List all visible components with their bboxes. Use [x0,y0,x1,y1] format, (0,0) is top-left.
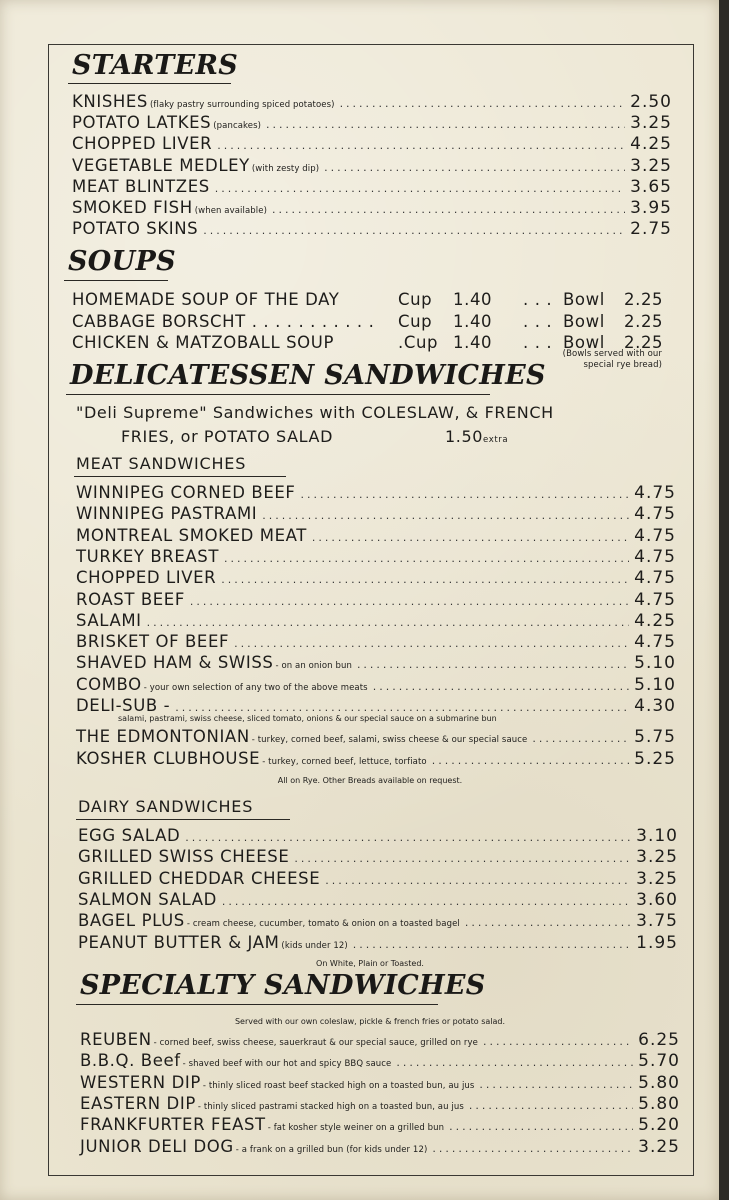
specialty-heading: SPECIALTY SANDWICHES [80,970,486,1001]
meat-item [76,547,676,568]
item-price: 6.25 [638,1030,680,1050]
item-note: - thinly sliced roast beef stacked high on a toasted bun, au jus [202,1080,475,1091]
dairy-item [78,847,678,868]
item-name: GRILLED CHEDDAR CHEESE [78,868,321,888]
dot-leader [294,852,631,865]
dot-leader [266,118,625,131]
soups-bowl-note-2: special rye bread) [583,360,662,370]
item-name: EASTERN DIP [80,1093,196,1113]
item-price: 5.80 [638,1072,680,1093]
dot-leader [432,754,629,767]
soup-separator: . . . [523,333,553,352]
soup-bowl-label: Bowl [563,290,605,309]
item-note: (kids under 12) [281,940,348,951]
dot-leader [340,97,626,110]
meat-item [76,483,676,504]
item-price: 1.95 [636,932,678,953]
item-note: (flaky pastry surrounding spiced potatoes) [150,100,335,110]
item-price: 3.95 [630,198,672,218]
item-note: (pancakes) [213,121,262,132]
item-price: 5.70 [638,1051,680,1072]
dairy-item [78,933,678,954]
item-price: 5.75 [634,727,676,747]
deli-intro-price [445,427,508,446]
item-price: 3.25 [630,113,672,134]
deli-sub-description: salami, pastrami, swiss cheese, sliced tomato, onions & our special sauce on a submarine bun [118,714,497,723]
item-price: 3.60 [636,889,678,910]
item-name: REUBEN [80,1030,152,1049]
deli-heading: DELICATESSEN SANDWICHES [70,360,546,391]
item-note: - turkey, corned beef, salami, swiss cheese & our special sauce [251,735,528,745]
item-name: KOSHER CLUBHOUSE [76,749,261,768]
item-name: THE EDMONTONIAN [76,727,250,746]
soup-cup-price: 1.40 [453,333,493,352]
item-name: EGG SALAD [78,826,181,845]
dot-leader [215,182,625,195]
soup-name: CHICKEN & MATZOBALL SOUP [72,333,334,352]
item-price: 2.75 [630,219,672,240]
soup-item [0,290,719,311]
item-price: 4.75 [634,632,676,653]
dot-leader [357,658,629,671]
item-price: 4.75 [634,568,676,589]
dairy-item [78,911,678,932]
item-name: BAGEL PLUS [78,911,185,931]
meat-item [76,590,676,611]
item-name: GRILLED SWISS CHEESE [78,847,290,867]
item-name: CHOPPED LIVER [76,568,217,588]
item-note: - on an onion bun [275,661,352,672]
soup-cup-label: Cup [398,290,433,309]
dairy-footer-note: On White, Plain or Toasted. [316,959,424,968]
item-name: SALAMI [76,610,142,630]
item-price: 4.25 [634,610,676,631]
item-price: 4.75 [634,504,676,525]
meat-footer-note: All on Rye. Other Breads available on request. [277,776,463,785]
dot-leader [262,509,629,522]
soup-bowl-price: 2.25 [624,333,664,352]
item-price: 5.80 [638,1093,680,1114]
dairy-item [78,890,678,911]
starter-item [72,219,672,240]
item-price: 3.25 [638,1136,680,1157]
specialty-item [80,1030,680,1051]
item-price: 4.25 [630,134,672,155]
starters-rule [68,83,231,84]
item-name: TURKEY BREAST [76,546,220,566]
dot-leader [222,895,631,908]
item-name: WESTERN DIP [80,1072,201,1092]
meat-heading: MEAT SANDWICHES [76,454,247,473]
dot-leader [147,616,630,629]
item-price: 3.65 [630,176,672,197]
dot-leader [324,161,625,174]
soup-bowl-price: 2.25 [624,290,664,309]
item-name: KNISHES [72,92,149,111]
deli-intro-extra: extra [483,435,509,445]
item-note: - corned beef, swiss cheese, sauerkraut & our special sauce, grilled on rye [153,1038,478,1048]
item-name: COMBO [76,674,142,694]
meat-item [76,653,676,674]
item-price: 5.10 [634,653,676,674]
specialty-item [80,1051,680,1072]
soup-separator: . . . [523,290,553,309]
item-price: 5.10 [634,674,676,695]
dairy-item [78,826,678,847]
dot-leader [353,938,631,951]
dairy-heading: DAIRY SANDWICHES [78,797,254,816]
soup-cup-price: 1.40 [453,290,493,309]
soup-name: HOMEMADE SOUP OF THE DAY [72,290,340,309]
meat-item [76,611,676,632]
item-price: 3.75 [636,911,678,932]
dot-leader [396,1056,633,1069]
item-name: CHOPPED LIVER [72,134,213,154]
item-price: 4.75 [634,589,676,610]
item-note: (when available) [194,206,267,216]
meat-item [76,568,676,589]
dairy-item [78,869,678,890]
dot-leader [373,680,629,693]
starters-heading: STARTERS [72,50,239,81]
starter-item [72,198,672,219]
starter-item [72,156,672,177]
item-name: BRISKET OF BEEF [76,632,230,652]
dot-leader [190,595,629,608]
item-name: WINNIPEG CORNED BEEF [76,483,296,502]
dot-leader [203,224,625,237]
dot-leader [532,732,629,745]
item-price: 2.50 [630,92,672,112]
starter-item [72,113,672,134]
soup-item [0,312,719,333]
deli-intro-price-value: 1.50 [445,427,484,446]
soups-bowl-note-1: (Bowls served with our [562,349,662,359]
item-note: (with zesty dip) [251,163,320,174]
dairy-rule [76,819,290,820]
deli-rule [66,394,490,395]
soup-bowl-label: Bowl [563,311,605,331]
dot-leader [479,1078,633,1091]
item-note: - your own selection of any two of the above meats [143,682,368,693]
item-name: SMOKED FISH [72,198,193,217]
soup-separator: . . . [523,311,553,331]
dot-leader [325,874,631,887]
item-name: FRANKFURTER FEAST [80,1115,266,1135]
item-name: DELI-SUB - [76,696,171,715]
meat-item [76,727,676,748]
deli-intro-line-2: FRIES, or POTATO SALAD [121,427,334,446]
soups-rule [64,280,168,281]
item-name: POTATO LATKES [72,113,212,133]
soup-bowl-price: 2.25 [624,311,664,331]
item-price: 4.75 [634,525,676,546]
item-price: 4.75 [634,483,676,503]
item-note: - cream cheese, cucumber, tomato & onion on a toasted bagel [186,919,460,930]
dot-leader [175,701,629,714]
item-name: WINNIPEG PASTRAMI [76,504,258,524]
dot-leader [221,573,629,586]
item-price: 3.10 [636,826,678,846]
dot-leader [217,139,625,152]
dot-leader [465,916,631,929]
dot-leader [234,637,629,650]
meat-item [76,749,676,770]
item-name: MONTREAL SMOKED MEAT [76,525,307,545]
starter-item [72,177,672,198]
dot-leader [483,1035,633,1048]
item-price: 3.25 [630,155,672,176]
starter-item [72,134,672,155]
soup-cup-price: 1.40 [453,311,493,331]
item-price: 5.20 [638,1115,680,1136]
dot-leader [449,1120,633,1133]
dot-leader [185,831,631,844]
starter-item [72,92,672,113]
item-name: ROAST BEEF [76,589,185,609]
specialty-intro: Served with our own coleslaw, pickle & french fries or potato salad. [234,1017,506,1026]
item-name: SALMON SALAD [78,889,217,909]
dot-leader [224,552,629,565]
dot-leader [272,203,625,216]
meat-item [76,632,676,653]
meat-item [76,675,676,696]
item-note: - thinly sliced pastrami stacked high on a toasted bun, au jus [197,1101,464,1112]
item-name: B.B.Q. Beef [80,1051,181,1071]
specialty-rule [76,1004,438,1005]
specialty-item [80,1094,680,1115]
soup-cup-label: .Cup [398,333,439,352]
item-name: POTATO SKINS [72,219,199,239]
item-note: - shaved beef with our hot and spicy BBQ sauce [182,1059,392,1070]
item-name: JUNIOR DELI DOG [80,1136,234,1156]
item-price: 4.30 [634,696,676,716]
meat-rule [74,476,286,477]
specialty-item [80,1073,680,1094]
item-name: VEGETABLE MEDLEY [72,155,250,175]
soup-bowl-label: Bowl [563,333,605,352]
specialty-item [80,1115,680,1136]
soup-cup-label: Cup [398,311,433,331]
specialty-item [80,1137,680,1158]
item-price: 3.25 [636,847,678,868]
dot-leader [312,531,629,544]
dot-leader [301,488,630,501]
meat-item [76,526,676,547]
item-price: 5.25 [634,749,676,769]
item-note: - fat kosher style weiner on a grilled bun [267,1123,445,1134]
item-name: PEANUT BUTTER & JAM [78,932,280,952]
item-note: - turkey, corned beef, lettuce, torfiato [262,757,427,767]
meat-item [76,504,676,525]
deli-intro-line-1: "Deli Supreme" Sandwiches with COLESLAW, & FRENCH [76,403,554,422]
item-note: - a frank on a grilled bun (for kids under 12) [235,1144,428,1155]
soups-heading: SOUPS [68,246,176,277]
dot-leader [469,1099,633,1112]
soup-name: CABBAGE BORSCHT . . . . . . . . . . . [72,311,375,331]
item-name: MEAT BLINTZES [72,176,210,196]
dot-leader [432,1142,633,1155]
item-price: 4.75 [634,546,676,567]
item-price: 3.25 [636,868,678,889]
item-name: SHAVED HAM & SWISS [76,653,274,673]
